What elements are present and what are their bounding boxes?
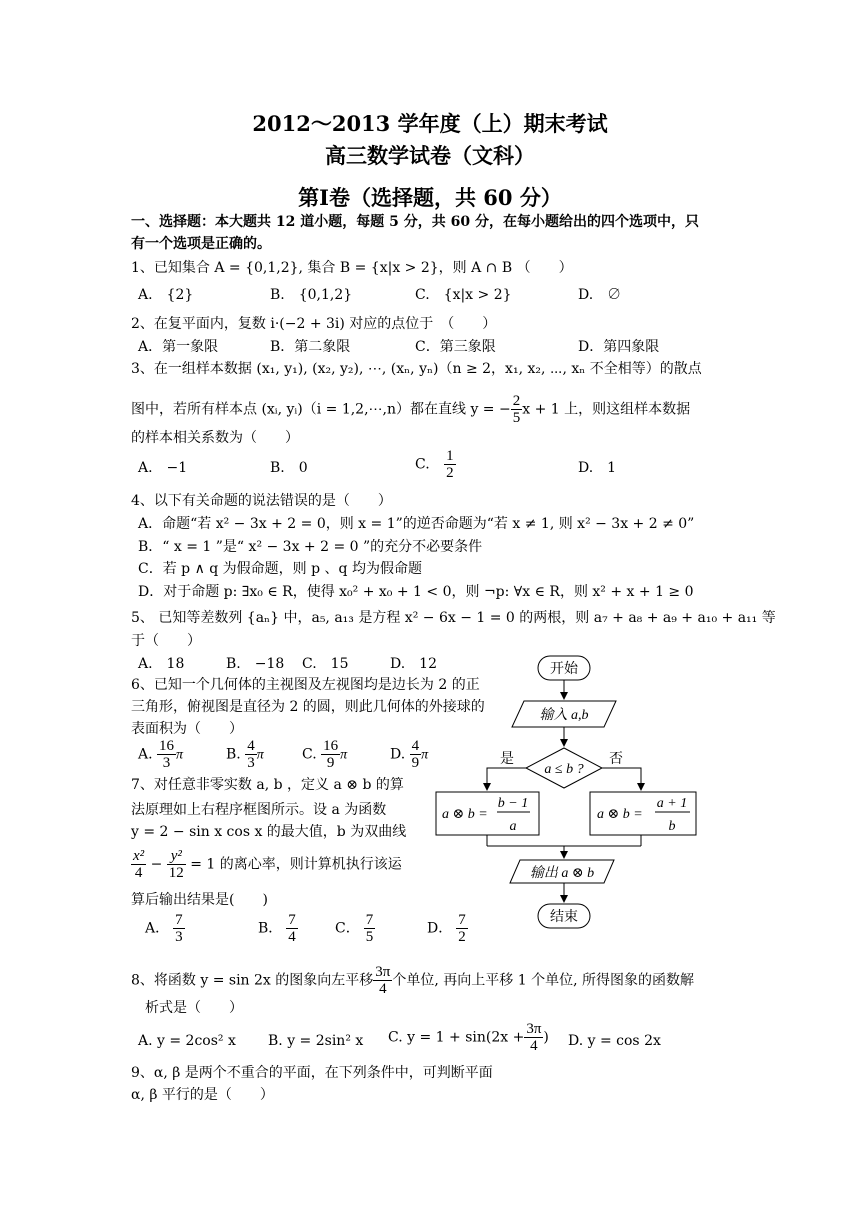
q7-d-label: D． [427, 920, 453, 937]
q7-c-frac [364, 912, 376, 945]
question-4-text: 4、以下有关命题的说法错误的是（ ） [131, 493, 392, 509]
flow-output-label: 输出 a ⊗ b [529, 866, 595, 881]
flow-right-num: a + 1 [656, 796, 688, 811]
flow-input-label: 输入 a,b [539, 708, 589, 723]
q7-frac1-num: x² [133, 848, 145, 864]
question-2-text: 2、在复平面内，复数 i·(−2 + 3i) 对应的点位于 （ ） [131, 316, 497, 332]
instructions-line-2: 有一个选项是正确的。 [131, 236, 271, 252]
q7-frac2-den: 12 [168, 865, 184, 881]
flow-end-label: 结束 [550, 910, 578, 925]
question-6-line-1: 6、已知一个几何体的主视图及左视图均是边长为 2 的正 [131, 677, 480, 693]
flow-start-box [538, 656, 590, 680]
question-5-line-2: 于（ ） [131, 633, 201, 649]
exam-subtitle: 高三数学试卷（文科） [325, 143, 535, 168]
flow-no-label: 否 [609, 752, 623, 767]
q8-line1-post: 个单位, 再向上平移 1 个单位, 所得图象的函数解 [392, 972, 694, 989]
q4-option-b: B．“ x = 1 ”是“ x² − 3x + 2 = 0 ”的充分不必要条件 [138, 539, 483, 555]
q7-a-den: 3 [175, 929, 183, 945]
flow-arrow-no [602, 768, 641, 789]
q7-a-label: A． [145, 920, 170, 937]
q6-b-frac [245, 738, 257, 771]
q2-option-d: D．第四象限 [578, 339, 660, 355]
q7-b-frac [286, 912, 298, 945]
q8-option-a: A. y = 2cos² x [138, 1033, 236, 1049]
q8-shift-frac [373, 964, 392, 997]
q6-a-den: 3 [162, 755, 171, 771]
q3-line2-pre: 图中，若所有样本点 (xᵢ, yᵢ)（i = 1,2,⋯,n）都在直线 y = − [131, 401, 511, 418]
q8-shift-den: 4 [379, 981, 387, 997]
q7-d-frac [456, 912, 468, 945]
flow-output-box [510, 860, 614, 883]
q8-c-post: ) [543, 1029, 549, 1046]
q6-option-d [390, 738, 428, 771]
q8-c-num: 3π [526, 1021, 542, 1037]
q3-option-a: A. −1 [138, 460, 188, 476]
question-5-line-1: 5、 已知等差数列 {aₙ} 中，a₅, a₁₃ 是方程 x² − 6x − 1 = 0 的两根，则 a₇ + a₈ + a₉ + a₁₀ + a₁₁ 等 [131, 610, 776, 626]
question-7-line-3: y = 2 − sin x cos x 的最大值，b 为双曲线 [131, 824, 407, 840]
q6-a-label: A. [138, 746, 153, 763]
q7-a-num: 7 [175, 912, 183, 928]
question-3-line-2 [131, 393, 690, 426]
q7-option-b [258, 912, 298, 945]
q6-a-num: 16 [159, 738, 175, 754]
q7-b-label: B． [258, 920, 283, 937]
q3-option-d: D. 1 [578, 460, 617, 476]
q6-c-den: 9 [326, 755, 335, 771]
q3-option-c-fraction [444, 448, 456, 481]
q4-option-d: D．对于命题 p: ∃x₀ ∈ R，使得 x₀² + x₀ + 1 < 0，则 ¬p: ∀x ∈ R，则 x² + x + 1 ≥ 0 [138, 584, 694, 600]
q6-option-b [226, 738, 264, 771]
q1-option-a: A. {2} [138, 287, 194, 303]
q6-option-a [138, 738, 183, 771]
q7-minus: − [150, 856, 163, 873]
q6-b-pi: π [256, 747, 264, 763]
q7-d-den: 2 [458, 929, 466, 945]
exam-title: 2012～2013 学年度（上）期末考试 [252, 111, 608, 136]
q8-c-den: 4 [530, 1038, 538, 1054]
q6-b-num: 4 [247, 738, 255, 754]
q8-option-d: D. y = cos 2x [568, 1033, 661, 1049]
q7-line4-post: = 1 的离心率，则计算机执行该运 [190, 856, 402, 873]
q7-frac1-den: 4 [134, 865, 143, 881]
q7-d-num: 7 [458, 912, 466, 928]
q5-option-b: B. −18 [226, 656, 285, 672]
q7-b-den: 4 [288, 929, 296, 945]
q7-frac2-num: y² [167, 848, 186, 865]
q5-option-d: D. 12 [390, 656, 437, 672]
q6-d-pi: π [421, 747, 429, 763]
question-6-line-2: 三角形，俯视图是直径为 2 的圆，则此几何体的外接球的 [131, 699, 485, 715]
question-3-line-1: 3、在一组样本数据 (x₁, y₁), (x₂, y₂), ⋯, (xₙ, yₙ)（n ≥ 2，x₁, x₂, ⋯, xₙ 不全相等）的散点 [131, 361, 702, 377]
question-7-line-2: 法原理如上右程序框图所示。设 a 为函数 [131, 802, 387, 818]
q6-c-pi: π [340, 747, 348, 763]
flow-left-den: a [509, 819, 517, 834]
q8-c-pre: C. y = 1 + sin(2x + [388, 1029, 525, 1046]
flow-right-den: b [668, 819, 676, 834]
q6-c-label: C. [302, 746, 317, 763]
q6-c-num: 16 [323, 738, 339, 754]
q6-b-label: B. [226, 746, 241, 763]
flow-right-lhs: a ⊗ b = [597, 807, 643, 822]
question-7-line-1: 7、对任意非零实数 a, b ，定义 a ⊗ b 的算 [131, 777, 404, 793]
question-7-line-5: 算后输出结果是( ) [131, 892, 268, 908]
q2-option-a: A．第一象限 [138, 339, 219, 355]
q4-option-a: A．命题“若 x² − 3x + 2 = 0，则 x = 1”的逆否命题为“若 x ≠ 1, 则 x² − 3x + 2 ≠ 0” [138, 516, 695, 532]
q3-option-c-num: 1 [446, 448, 454, 464]
question-3-line-3: 的样本相关系数为（ ） [131, 430, 299, 446]
q7-frac1 [131, 848, 146, 881]
q7-c-num: 7 [365, 912, 374, 928]
q6-c-frac [321, 738, 340, 771]
flow-yes-label: 是 [500, 752, 514, 767]
flow-left-process [436, 792, 539, 835]
q7-a-frac [173, 912, 185, 945]
q6-a-frac [157, 738, 176, 771]
q6-b-den: 3 [247, 755, 255, 771]
question-8-line-2: 析式是（ ） [145, 1000, 243, 1016]
question-7-line-4 [131, 848, 402, 881]
flow-left-num: b − 1 [497, 796, 529, 811]
question-8-line-1 [131, 964, 694, 997]
q7-option-d [427, 912, 468, 945]
q7-b-num: 7 [288, 912, 296, 928]
q8-shift-num: 3π [375, 964, 391, 980]
flow-input-box [512, 701, 616, 727]
flow-start-label: 开始 [550, 662, 578, 677]
q1-option-b: B. {0,1,2} [270, 287, 353, 303]
q7-frac2 [167, 848, 186, 881]
q6-d-label: D. [390, 746, 406, 763]
q3-option-b: B. 0 [270, 460, 308, 476]
q8-c-frac [524, 1021, 543, 1054]
q2-option-c: C．第三象限 [415, 339, 496, 355]
q1-option-c: C. {x|x > 2} [415, 287, 512, 303]
q6-d-num: 4 [411, 738, 420, 754]
instructions-line-1: 一、选择题：本大题共 12 道小题，每题 5 分，共 60 分，在每小题给出的四个选项中，只 [131, 214, 699, 230]
question-6-line-3: 表面积为（ ） [131, 721, 243, 737]
flow-right-process [590, 792, 696, 835]
q6-d-den: 9 [411, 755, 420, 771]
flow-decision [526, 748, 602, 788]
q5-option-a: A. 18 [138, 656, 185, 672]
q4-option-c: C．若 p ∧ q 为假命题，则 p 、q 均为假命题 [138, 561, 422, 577]
q8-line1-pre: 8、将函数 y = sin 2x 的图象向左平移 [131, 972, 374, 989]
q3-line2-post: x + 1 上，则这组样本数据 [522, 401, 691, 418]
q6-option-c [302, 738, 347, 771]
flow-arrow-yes [487, 768, 526, 789]
q6-a-pi: π [176, 747, 184, 763]
q6-d-frac [410, 738, 422, 771]
q3-option-c-den: 2 [446, 465, 454, 481]
q2-option-b: B．第二象限 [270, 339, 351, 355]
flow-end-box [538, 904, 590, 928]
q5-option-c: C. 15 [302, 656, 349, 672]
question-9-line-2: α, β 平行的是（ ） [131, 1087, 274, 1103]
flow-condition-label: a ≤ b ? [544, 762, 584, 777]
q3-slope-fraction [511, 393, 523, 426]
section-title: 第Ⅰ卷（选择题，共 60 分） [298, 185, 562, 210]
flow-left-lhs: a ⊗ b = [442, 807, 488, 822]
q3-option-c-label: C. [415, 456, 430, 473]
q7-c-label: C． [335, 920, 360, 937]
q7-option-a [145, 912, 185, 945]
question-9-line-1: 9、α, β 是两个不重合的平面，在下列条件中，可判断平面 [131, 1065, 493, 1081]
q7-c-den: 5 [365, 929, 374, 945]
q7-option-c [335, 912, 375, 945]
q8-option-c [388, 1021, 549, 1054]
q3-option-c [415, 448, 456, 481]
q8-option-b: B. y = 2sin² x [268, 1033, 364, 1049]
q3-slope-num: 2 [512, 393, 521, 409]
q1-option-d: D. ∅ [578, 287, 622, 303]
q3-slope-den: 5 [512, 410, 521, 426]
question-1-text: 1、已知集合 A = {0,1,2}, 集合 B = {x|x > 2}，则 A ∩ B （ ） [131, 260, 573, 276]
